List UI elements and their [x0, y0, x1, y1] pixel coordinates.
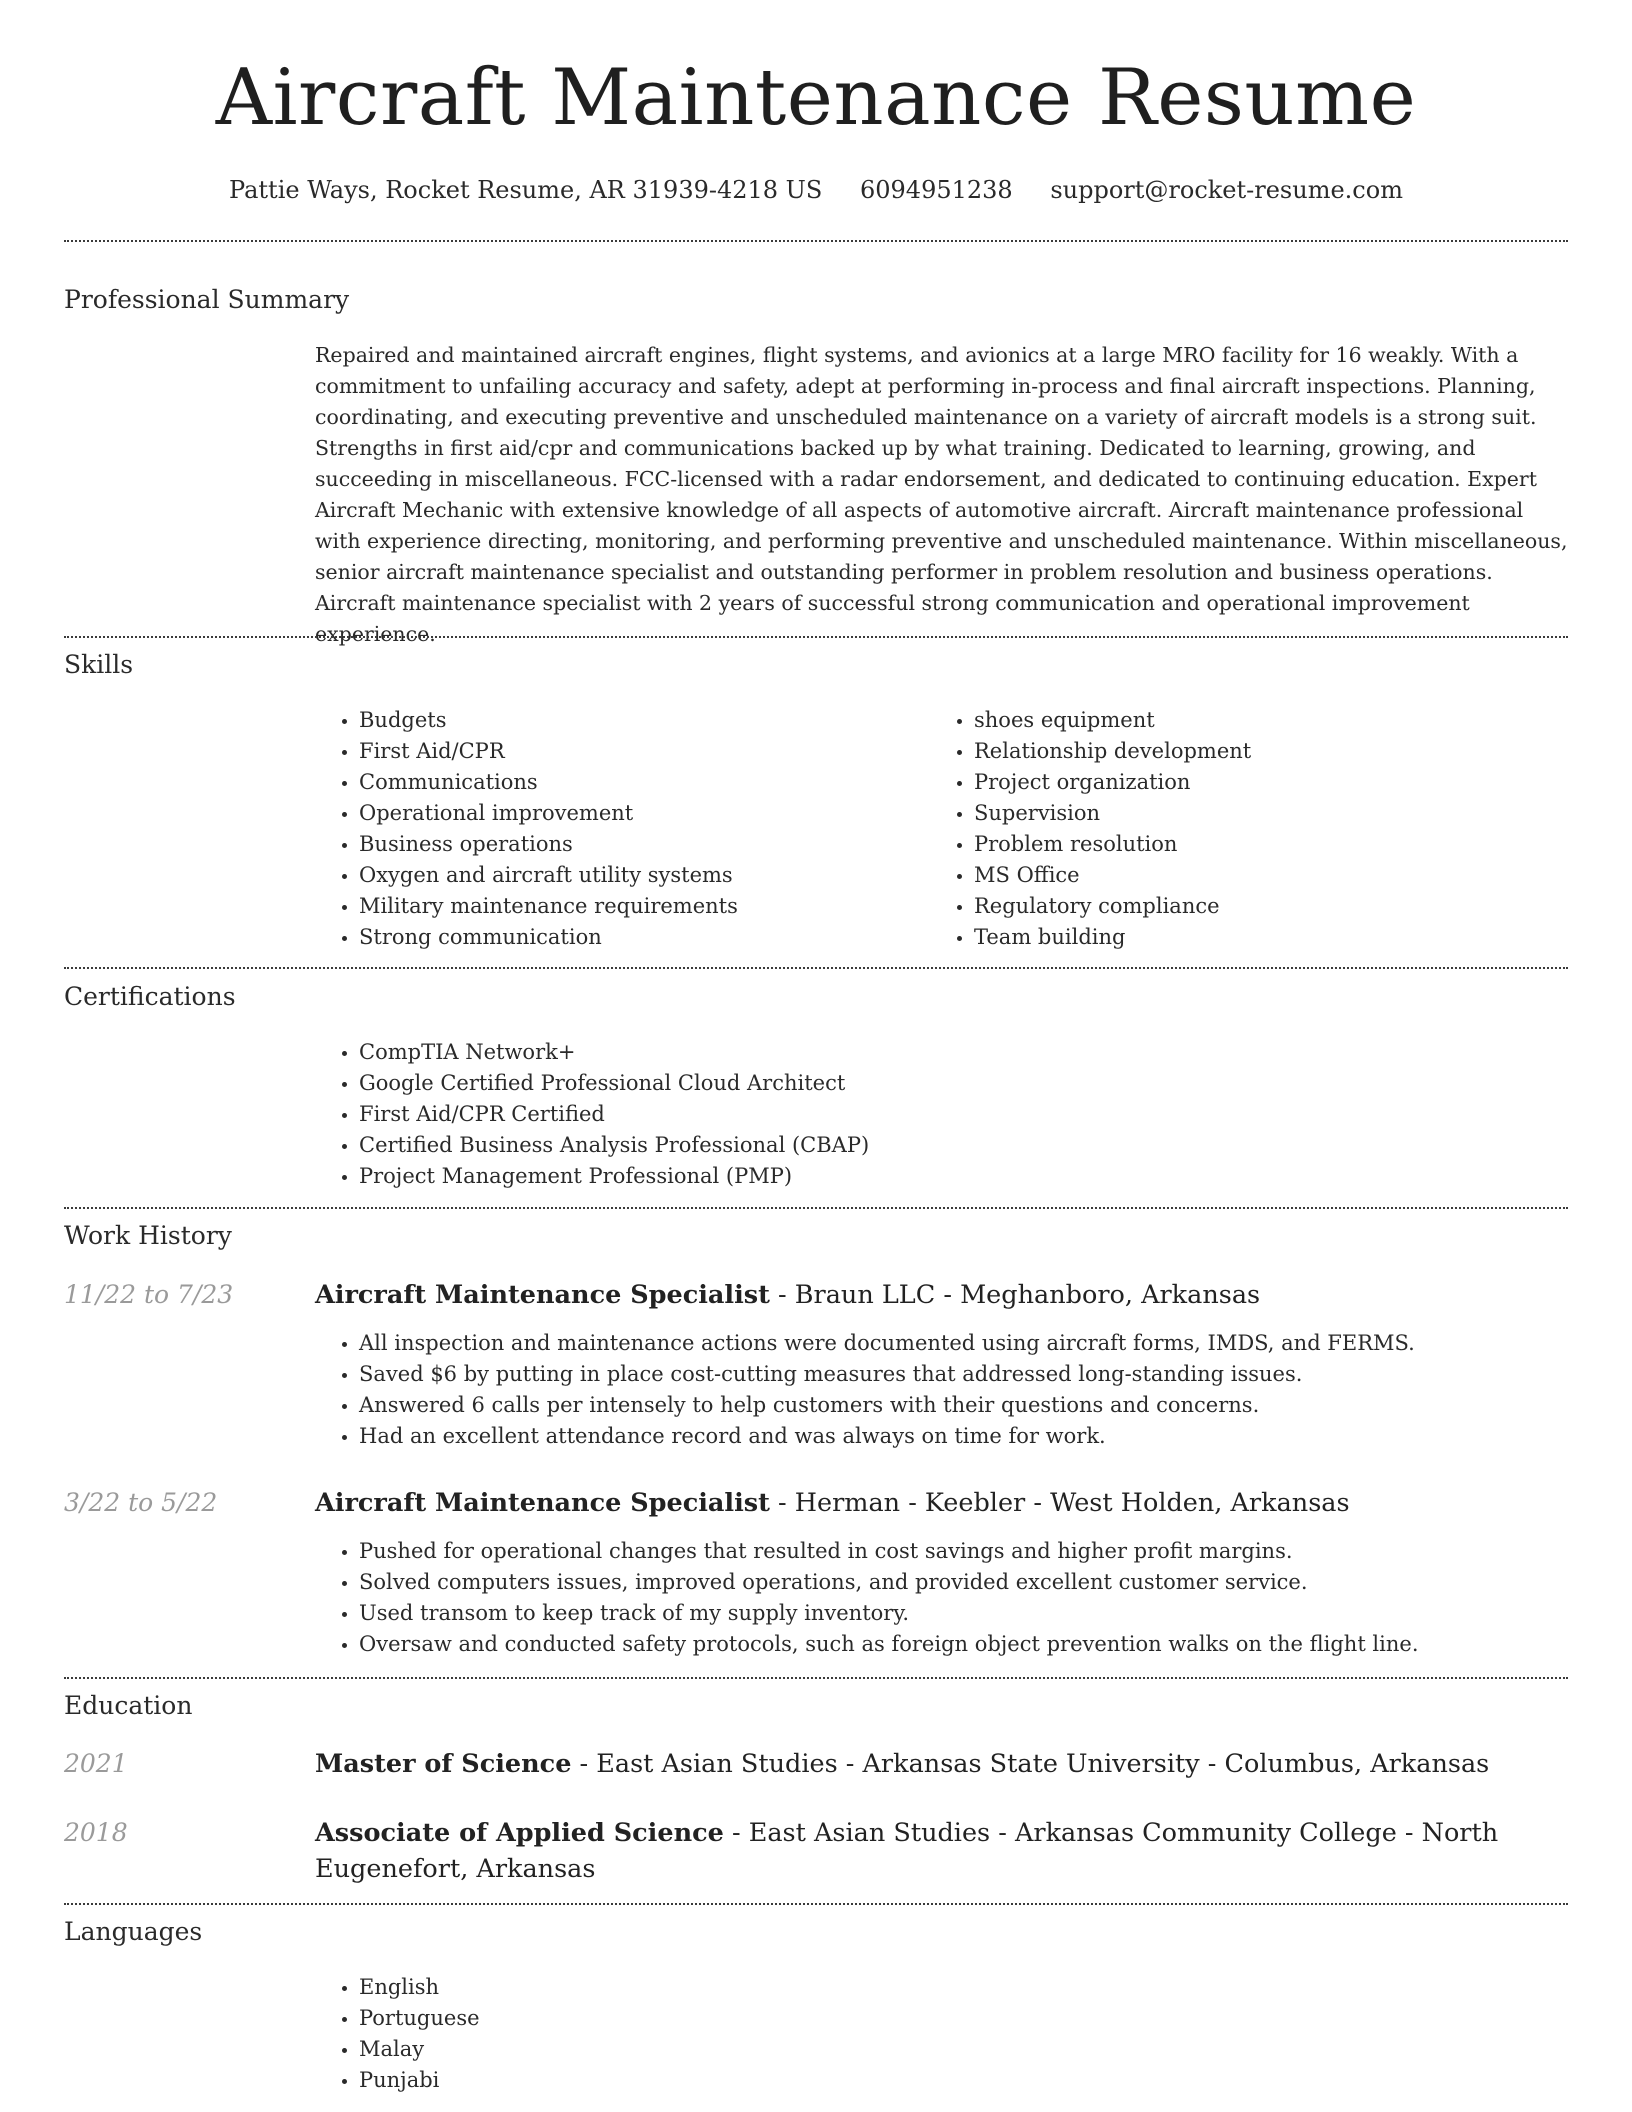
education-details: - East Asian Studies - Arkansas State University - Columbus, Arkansas	[571, 1749, 1490, 1779]
job-role: Aircraft Maintenance Specialist	[315, 1488, 770, 1518]
education-degree: Master of Science	[315, 1749, 572, 1779]
job-bullets	[315, 1536, 1599, 1660]
skill-item: • Project organization	[974, 767, 1574, 798]
certification-item: • Certified Business Analysis Professional (CBAP)	[359, 1130, 1559, 1161]
section-divider	[64, 1207, 1568, 1209]
language-item: • Portuguese	[359, 2003, 959, 2034]
job-bullet: • Had an excellent attendance record and was always on time for work.	[359, 1421, 1599, 1452]
job-title	[315, 1485, 1570, 1521]
job-bullet: • All inspection and maintenance actions were documented using aircraft forms, IMDS, and FERMS.	[359, 1328, 1599, 1359]
job-bullet: • Pushed for operational changes that resulted in cost savings and higher profit margins.	[359, 1536, 1599, 1567]
certifications-heading: Certifications	[64, 982, 236, 1011]
job-dates: 3/22 to 5/22	[64, 1488, 218, 1517]
work-history-heading: Work History	[64, 1221, 232, 1250]
contact-address: Pattie Ways, Rocket Resume, AR 31939-4218 US	[229, 176, 823, 204]
education-details: - East Asian Studies - Arkansas Community College - North Eugenefort, Arkansas	[315, 1818, 1499, 1884]
skills-list-right	[930, 705, 1574, 953]
skill-item: • Regulatory compliance	[974, 891, 1574, 922]
education-entry	[315, 1746, 1570, 1782]
language-item: • Punjabi	[359, 2065, 959, 2096]
section-divider	[64, 1903, 1568, 1905]
education-year: 2021	[64, 1749, 128, 1778]
language-item: • Malay	[359, 2034, 959, 2065]
summary-heading: Professional Summary	[64, 285, 350, 314]
skill-item: • Business operations	[359, 829, 919, 860]
certification-item: • Google Certified Professional Cloud Architect	[359, 1068, 1559, 1099]
job-bullet: • Saved $6 by putting in place cost-cutting measures that addressed long-standing issues.	[359, 1359, 1599, 1390]
language-item: • English	[359, 1972, 959, 2003]
section-divider	[64, 636, 1568, 638]
skill-item: • Communications	[359, 767, 919, 798]
skill-item: • Budgets	[359, 705, 919, 736]
job-title	[315, 1277, 1570, 1313]
skill-item: • Supervision	[974, 798, 1574, 829]
job-bullet: • Used transom to keep track of my supply inventory.	[359, 1598, 1599, 1629]
certification-item: • Project Management Professional (PMP)	[359, 1161, 1559, 1192]
skill-item: • Problem resolution	[974, 829, 1574, 860]
job-bullet: • Answered 6 calls per intensely to help customers with their questions and concerns.	[359, 1390, 1599, 1421]
resume-title: Aircraft Maintenance Resume	[215, 53, 1417, 143]
section-divider	[64, 240, 1568, 242]
job-company: - Herman - Keebler - West Holden, Arkansas	[769, 1488, 1350, 1518]
skills-heading: Skills	[64, 650, 134, 679]
job-bullet: • Oversaw and conducted safety protocols, such as foreign object prevention walks on the flight line.	[359, 1629, 1599, 1660]
skill-item: • MS Office	[974, 860, 1574, 891]
certification-item: • CompTIA Network+	[359, 1037, 1559, 1068]
skills-list-left	[315, 705, 919, 953]
job-company: - Braun LLC - Meghanboro, Arkansas	[769, 1280, 1261, 1310]
job-dates: 11/22 to 7/23	[64, 1280, 234, 1309]
certification-item: • First Aid/CPR Certified	[359, 1099, 1559, 1130]
skill-item: • shoes equipment	[974, 705, 1574, 736]
skill-item: • Relationship development	[974, 736, 1574, 767]
section-divider	[64, 967, 1568, 969]
job-bullet: • Solved computers issues, improved operations, and provided excellent customer service.	[359, 1567, 1599, 1598]
skill-item: • Operational improvement	[359, 798, 919, 829]
education-year: 2018	[64, 1818, 128, 1847]
skill-item: • Military maintenance requirements	[359, 891, 919, 922]
section-divider	[64, 1677, 1568, 1679]
contact-line	[0, 170, 1632, 210]
skill-item: • Strong communication	[359, 922, 919, 953]
education-degree: Associate of Applied Science	[315, 1818, 724, 1848]
summary-text: Repaired and maintained aircraft engines, flight systems, and avionics at a large MRO facility for 16 weakly. With a commitment to unfailing accuracy and safety, adept at performing in-process and final aircraft inspections. Planning, coordinating, and executing preventive and unscheduled maintenance on a variety of aircraft models is a strong suit. Strengths in first aid/cpr and communications backed up by what training. Dedicated to learning, growing, and succeeding in miscellaneous. FCC-licensed with a radar endorsement, and dedicated to continuing education. Expert Aircraft Mechanic with extensive knowledge of all aspects of automotive aircraft. Aircraft maintenance professional with experience directing, monitoring, and performing preventive and unscheduled maintenance. Within miscellaneous, senior aircraft maintenance specialist and outstanding performer in problem resolution and business operations. Aircraft maintenance specialist with 2 years of successful strong communication and operational improvement experience.	[315, 343, 1568, 646]
languages-heading: Languages	[64, 1917, 203, 1946]
education-heading: Education	[64, 1691, 193, 1720]
certifications-list	[315, 1037, 1559, 1192]
education-entry	[315, 1815, 1570, 1887]
skill-item: • Oxygen and aircraft utility systems	[359, 860, 919, 891]
contact-email: support@rocket-resume.com	[1050, 176, 1403, 204]
skill-item: • First Aid/CPR	[359, 736, 919, 767]
skill-item: • Team building	[974, 922, 1574, 953]
languages-list	[315, 1972, 959, 2096]
job-bullets	[315, 1328, 1599, 1452]
contact-phone: 6094951238	[859, 176, 1013, 204]
job-role: Aircraft Maintenance Specialist	[315, 1280, 770, 1310]
